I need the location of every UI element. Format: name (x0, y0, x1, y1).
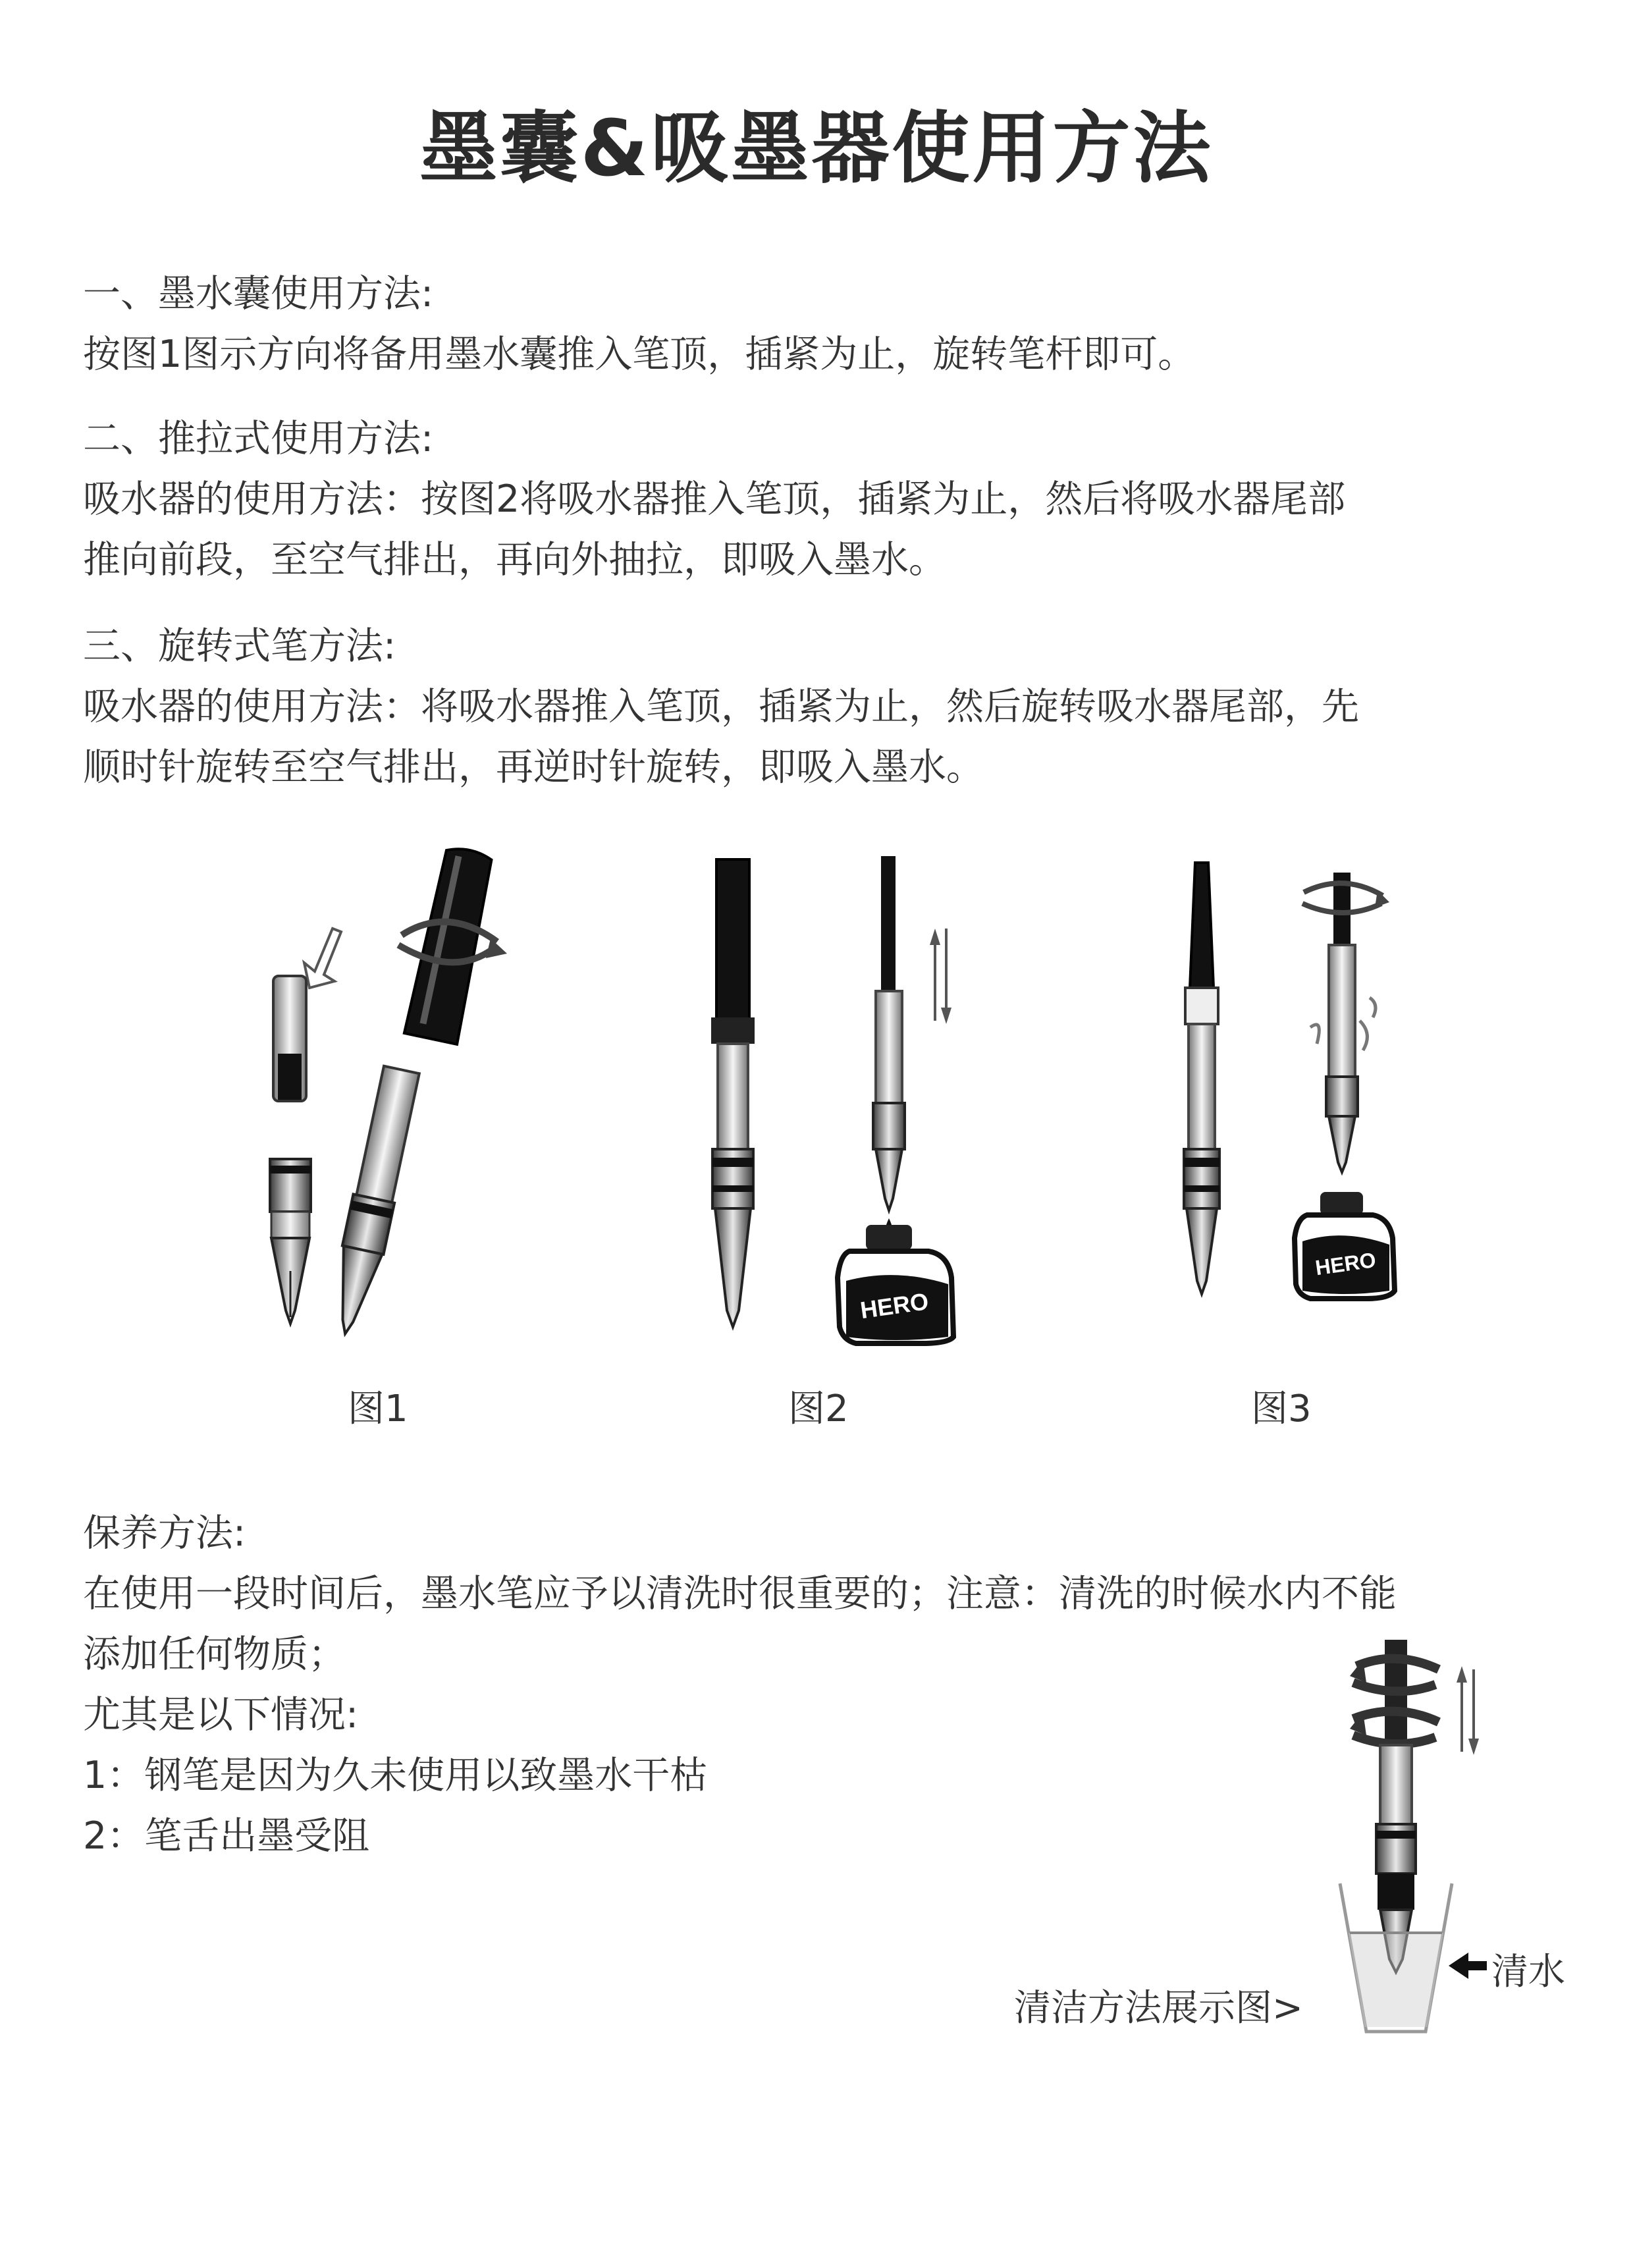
figure-3-caption: 图3 (1251, 1388, 1312, 1430)
section2-line-1: 吸水器的使用方法：按图2将吸水器推入笔顶，插紧为止，然后将吸水器尾部 (83, 477, 1346, 521)
care-line-3: 尤其是以下情况: (83, 1693, 359, 1737)
section1-heading: 一、墨水囊使用方法: (83, 272, 434, 315)
section2-heading: 二、推拉式使用方法: (83, 417, 434, 460)
figure-2-caption: 图2 (788, 1388, 849, 1430)
figure-1-caption: 图1 (348, 1388, 408, 1430)
page-title: 墨囊&吸墨器使用方法 (419, 103, 1214, 194)
bottle-label-fig2: HERO (858, 1287, 930, 1324)
section3-line-1: 吸水器的使用方法：将吸水器推入笔顶，插紧为止，然后旋转吸水器尾部，先 (83, 685, 1359, 728)
cleaning-caption: 清洁方法展示图> (1014, 1987, 1303, 2030)
figure-2-illustration (711, 856, 953, 1343)
section3-line-2: 顺时针旋转至空气排出，再逆时针旋转，即吸入墨水。 (83, 745, 984, 789)
figure-1-illustration (270, 845, 507, 1338)
section2-line-2: 推向前段，至空气排出，再向外抽拉，即吸入墨水。 (83, 538, 946, 581)
care-heading: 保养方法: (83, 1511, 246, 1555)
care-line-2: 添加任何物质； (83, 1633, 346, 1676)
section1-line-1: 按图1图示方向将备用墨水囊推入笔顶，插紧为止，旋转笔杆即可。 (83, 333, 1196, 376)
section3-heading: 三、旋转式笔方法: (83, 624, 396, 668)
care-line-1: 在使用一段时间后，墨水笔应予以清洗时很重要的；注意：清洗的时候水内不能 (83, 1572, 1397, 1615)
care-line-5: 2：笔舌出墨受阻 (83, 1814, 370, 1858)
water-label: 清水 (1491, 1951, 1565, 1993)
bottle-label-fig3: HERO (1314, 1247, 1378, 1280)
care-line-4: 1：钢笔是因为久未使用以致墨水干枯 (83, 1754, 708, 1797)
figure-3-illustration (1184, 863, 1395, 1299)
cleaning-illustration (1340, 1640, 1487, 2032)
